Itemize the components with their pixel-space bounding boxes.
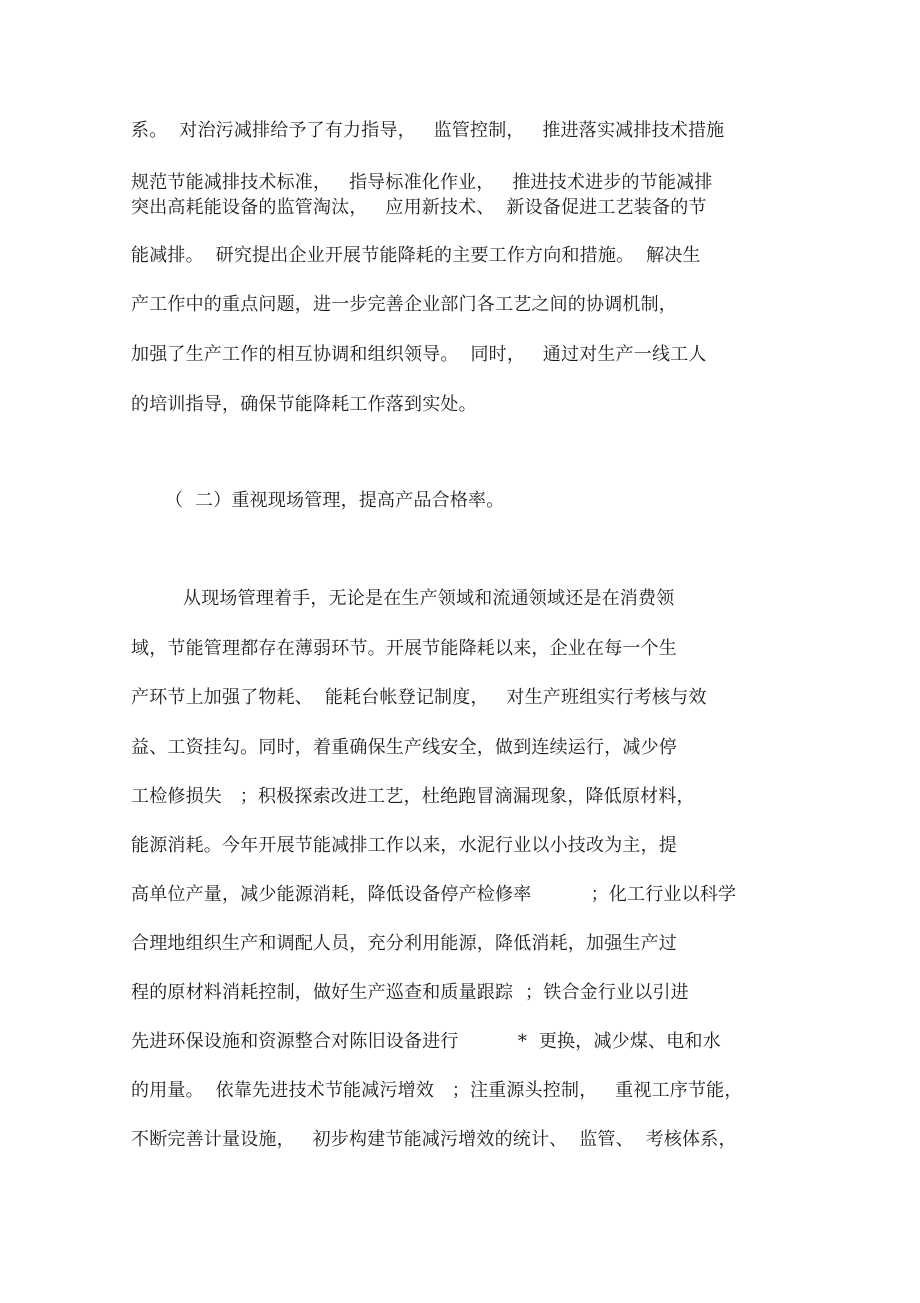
paragraph-line: 益、工资挂勾。同时，着重确保生产线安全，做到连续运行，减少停 [131, 737, 677, 758]
paragraph-line: 工检修损失 ；积极探索改进工艺，杜绝跑冒滴漏现象，降低原材料， [131, 786, 695, 807]
paragraph-line: 突出高耗能设备的监管淘汰， 应用新技术、 新设备促进工艺装备的节 [131, 197, 707, 218]
section-heading: （ 二）重视现场管理，提高产品合格率。 [165, 490, 505, 511]
paragraph-line: 从现场管理着手，无论是在生产领域和流通领域还是在消费领 [183, 588, 675, 609]
paragraph-line: 加强了生产工作的相互协调和组织领导。 同时， 通过对生产一线工人 [131, 344, 707, 365]
paragraph-line: 程的原材料消耗控制，做好生产巡查和质量跟踪 ；铁合金行业以引进 [131, 982, 689, 1003]
paragraph-line: 规范节能减排技术标准， 指导标准化作业， 推进技术进步的节能减排 [131, 172, 713, 193]
paragraph-line: 不断完善计量设施， 初步构建节能减污增效的统计、 监管、 考核体系， [131, 1129, 737, 1150]
paragraph-line: 系。 对治污减排给予了有力指导， 监管控制， 推进落实减排技术措施 [131, 120, 725, 141]
paragraph-line: 的培训指导，确保节能降耗工作落到实处。 [131, 394, 477, 415]
paragraph-line: 合理地组织生产和调配人员，充分利用能源，降低消耗，加强生产过 [131, 933, 677, 954]
paragraph-line: 先进环保设施和资源整合对陈旧设备进行 * 更换，减少煤、电和水 [131, 1031, 721, 1052]
paragraph-line: 高单位产量，减少能源消耗，降低设备停产检修率 ；化工行业以科学 [131, 884, 737, 905]
paragraph-line: 产环节上加强了物耗、 能耗台帐登记制度， 对生产班组实行考核与效 [131, 687, 707, 708]
paragraph-line: 能源消耗。今年开展节能减排工作以来，水泥行业以小技改为主，提 [131, 835, 677, 856]
paragraph-line: 的用量。 依靠先进技术节能减污增效 ；注重源头控制， 重视工序节能， [131, 1080, 743, 1101]
paragraph-line: 域，节能管理都存在薄弱环节。开展节能降耗以来，企业在每一个生 [131, 638, 677, 659]
paragraph-line: 能减排。 研究提出企业开展节能降耗的主要工作方向和措施。 解决生 [131, 245, 701, 266]
paragraph-line: 产工作中的重点问题，进一步完善企业部门各工艺之间的协调机制， [131, 294, 677, 315]
